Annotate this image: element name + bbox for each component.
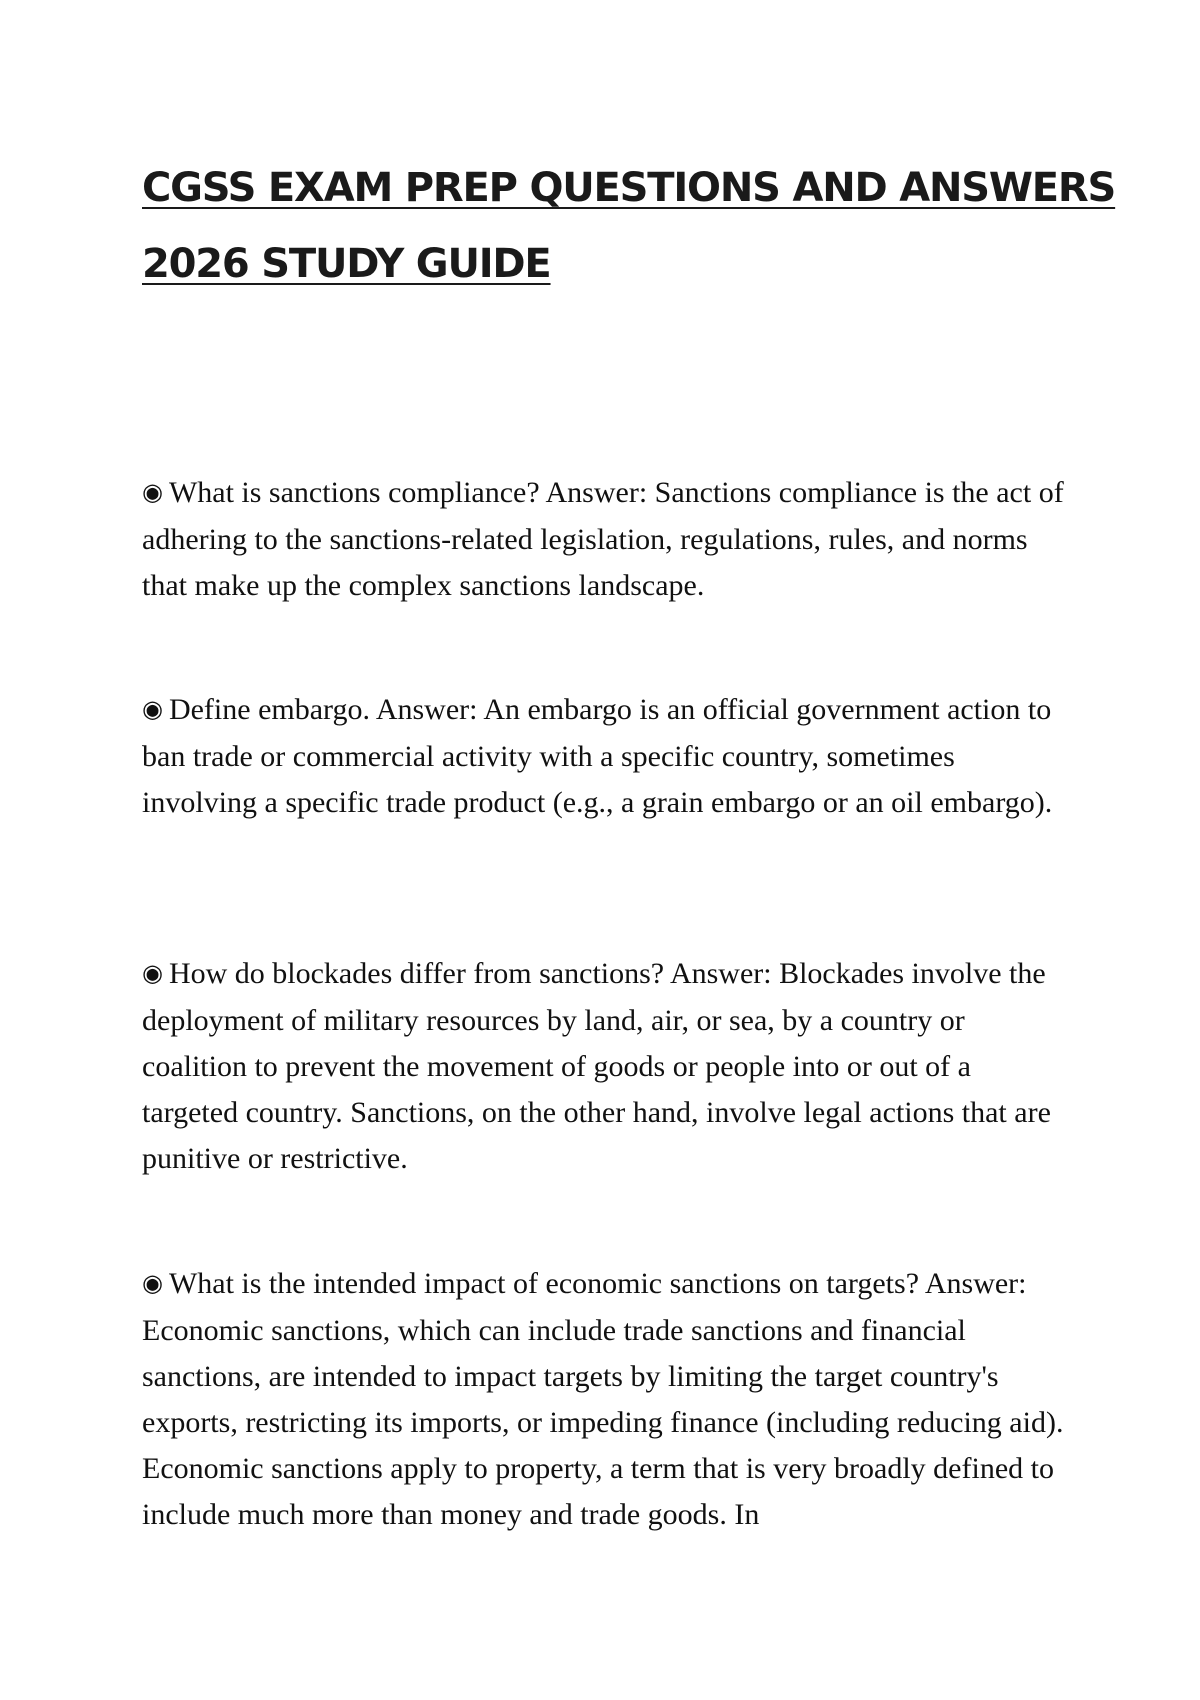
radio-bullet-icon: ◉ [142,478,163,506]
qa-item-blockades-vs-sanctions [142,951,1067,1182]
qa-item-define-embargo [142,687,1067,826]
title-line-1: CGSS EXAM PREP QUESTIONS AND ANSWERS [142,165,1116,211]
radio-bullet-icon: ◉ [142,959,163,987]
radio-bullet-icon: ◉ [142,695,163,723]
page-title [142,150,1116,302]
qa-text: What is the intended impact of economic sanctions on targets? Answer: Economic sanctions, which can include trade sanctions and financial sanctions, are intended to impact targets by limiting the target country's exports, restricting its imports, or impeding finance (including reducing aid). Economic sanctions apply to property, a term that is very broadly defined to include much more than money and trade goods. In [142,1267,1064,1531]
radio-bullet-icon: ◉ [142,1269,163,1297]
qa-text: What is sanctions compliance? Answer: Sanctions compliance is the act of adhering to the sanctions-related legislation, regulations, rules, and norms that make up the complex sanctions landscape. [142,476,1064,602]
qa-item-sanctions-compliance [142,470,1067,609]
qa-item-economic-sanctions-impact [142,1261,1067,1538]
qa-text: How do blockades differ from sanctions? Answer: Blockades involve the deployment of military resources by land, air, or sea, by a country or coalition to prevent the movement of goods or people into or out of a targeted country. Sanctions, on the other hand, involve legal actions that are punitive or restrictive. [142,957,1051,1175]
title-line-2: 2026 STUDY GUIDE [142,241,551,287]
qa-text: Define embargo. Answer: An embargo is an official government action to ban trade or commercial activity with a specific country, sometimes involving a specific trade product (e.g., a grain embargo or an oil embargo). [142,693,1053,819]
